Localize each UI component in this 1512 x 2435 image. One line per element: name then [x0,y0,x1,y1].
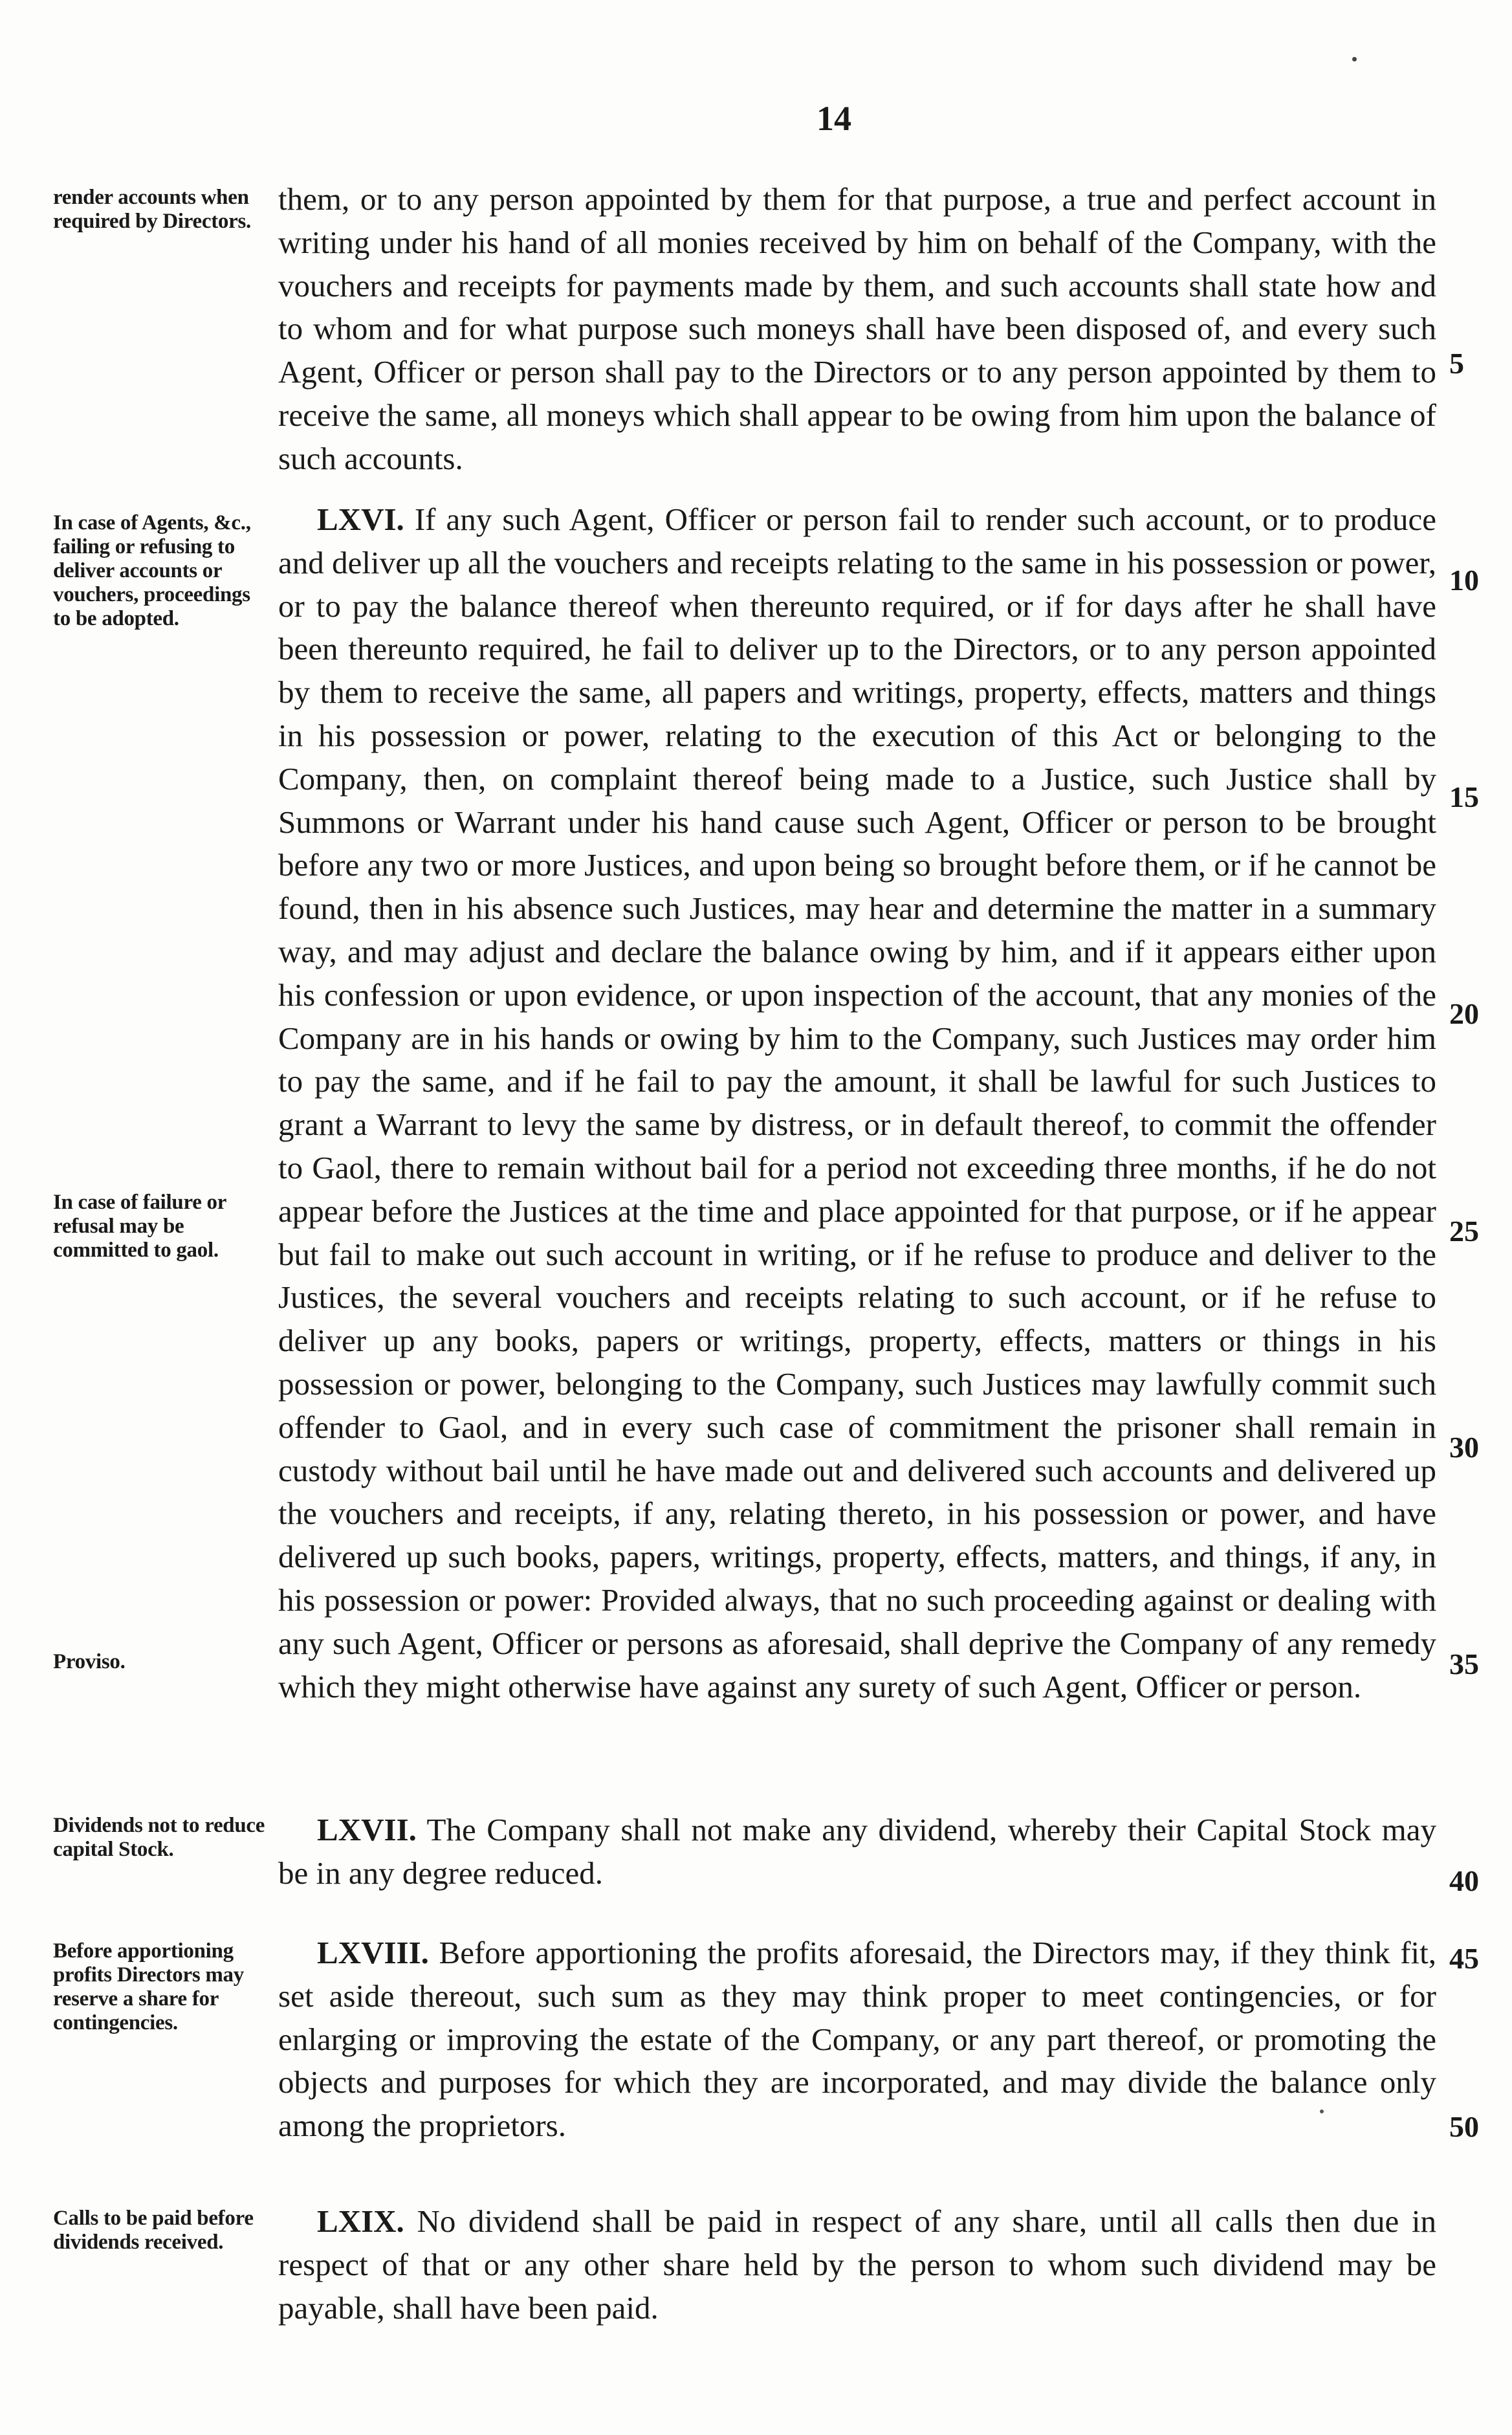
line-number: 20 [1449,997,1479,1030]
section-body [278,498,1436,1708]
section-body [278,1809,1436,1895]
section-body [278,2200,1436,2330]
margin-note: In case of failure or refusal may be committed to gaol. [53,1191,226,1262]
margin-note: Dividends not to reduce capital Stock. [53,1814,265,1861]
margin-note: Before apportioning profits Directors may reserve a share for contingencies. [53,1939,244,2034]
margin-note: In case of Agents, &c., failing or refusing to deliver accounts or vouchers, proceedings to be adopted. [53,511,251,630]
section-text: them, or to any person appointed by them for that purpose, a true and perfect account in writing under his hand of all monies received by him on behalf of the Company, with the vouchers and receipts for payments made by them, and such accounts shall state how and to whom and for what purpose such moneys shall have been disposed of, and every such Agent, Officer or person shall pay to the Directors or to any person appointed by them to receive the same, all moneys which shall appear to be owing from him upon the balance of such accounts. [278,181,1436,476]
line-number: 35 [1449,1647,1479,1680]
speck-mark [1352,57,1357,61]
line-number: 30 [1449,1431,1479,1464]
margin-note: Calls to be paid before dividends received. [53,2207,254,2254]
line-number: 40 [1449,1864,1479,1897]
section-number: LXVIII. [317,1935,429,1970]
section-number: LXVI. [317,501,404,537]
section-text: If any such Agent, Officer or person fail to render such account, or to produce and deliver up all the vouchers and receipts relating to the same in his possession or power, or to pay the balance thereof when thereunto required, or if for days after he shall have been thereunto required, he fail to deliver up to the Directors, or to any person appointed by them to receive the same, all papers and writings, property, effects, matters and things in his possession or power, relating to the execution of this Act or belonging to the Company, then, on complaint thereof being made to a Justice, such Justice shall by Summons or Warrant under his hand cause such Agent, Officer or person to be brought before any two or more Justices, and upon being so brought before them, or if he cannot be found, then in his absence such Justices, may hear and determine the matter in a summary way, and may adjust and declare the balance owing by him, and if it appears either upon his confession or upon evidence, or upon inspection of the account, that any monies of the Company are in his hands or owing by him to the Company, such Justices may order him to pay the same, and if he fail to pay the amount, it shall be lawful for such Justices to grant a Warrant to levy the same by distress, or in default thereof, to commit the offender to Gaol, there to remain without bail for a period not exceeding three months, if he do not appear before the Justices at the time and place appointed for that purpose, or if he appear but fail to make out such account in writing, or if he refuse to produce and deliver to the Justices, the several vouchers and receipts relating to such account, or if he refuse to deliver up any books, papers or writings, property, effects, matters or things in his possession or power, belonging to the Company, such Justices may lawfully commit such offender to Gaol, and in every such case of commitment the prisoner shall remain in custody without bail until he have made out and delivered such accounts and delivered up the vouchers and receipts, if any, relating thereto, in his possession or power, and have delivered up such books, papers, writings, property, effects, matters, and things, if any, in his possession or power: Provided always, that no such proceeding against or dealing with any such Agent, Officer or persons as aforesaid, shall deprive the Company of any remedy which they might otherwise have against any surety of such Agent, Officer or person. [278,501,1437,1704]
section-number: LXIX. [317,2203,404,2239]
section-text: The Company shall not make any dividend, whereby their Capital Stock may be in any degree reduced. [278,1812,1436,1891]
margin-note-proviso: Proviso. [53,1650,126,1673]
line-number: 5 [1449,347,1464,380]
section-text: No dividend shall be paid in respect of any share, until all calls then due in respect of that or any other share held by the person to whom such dividend may be payable, shall have been paid. [278,2203,1437,2326]
line-number: 50 [1449,2110,1479,2143]
line-number: 45 [1449,1942,1479,1975]
line-number: 10 [1449,564,1479,597]
section-number: LXVII. [317,1812,417,1847]
section-body [278,1932,1436,2148]
page-number: 14 [816,99,851,138]
margin-note: render accounts when required by Directors. [53,186,251,233]
section-text: Before apportioning the profits aforesaid, the Directors may, if they think fit, set aside thereout, such sum as they may think proper to meet contingencies, or for enlarging or improving the estate of the Company, or any part thereof, or promoting the objects and purposes for which they are incorporated, and may divide the balance only among the proprietors. [278,1935,1436,2144]
line-number: 25 [1449,1215,1479,1248]
line-number: 15 [1449,780,1479,813]
